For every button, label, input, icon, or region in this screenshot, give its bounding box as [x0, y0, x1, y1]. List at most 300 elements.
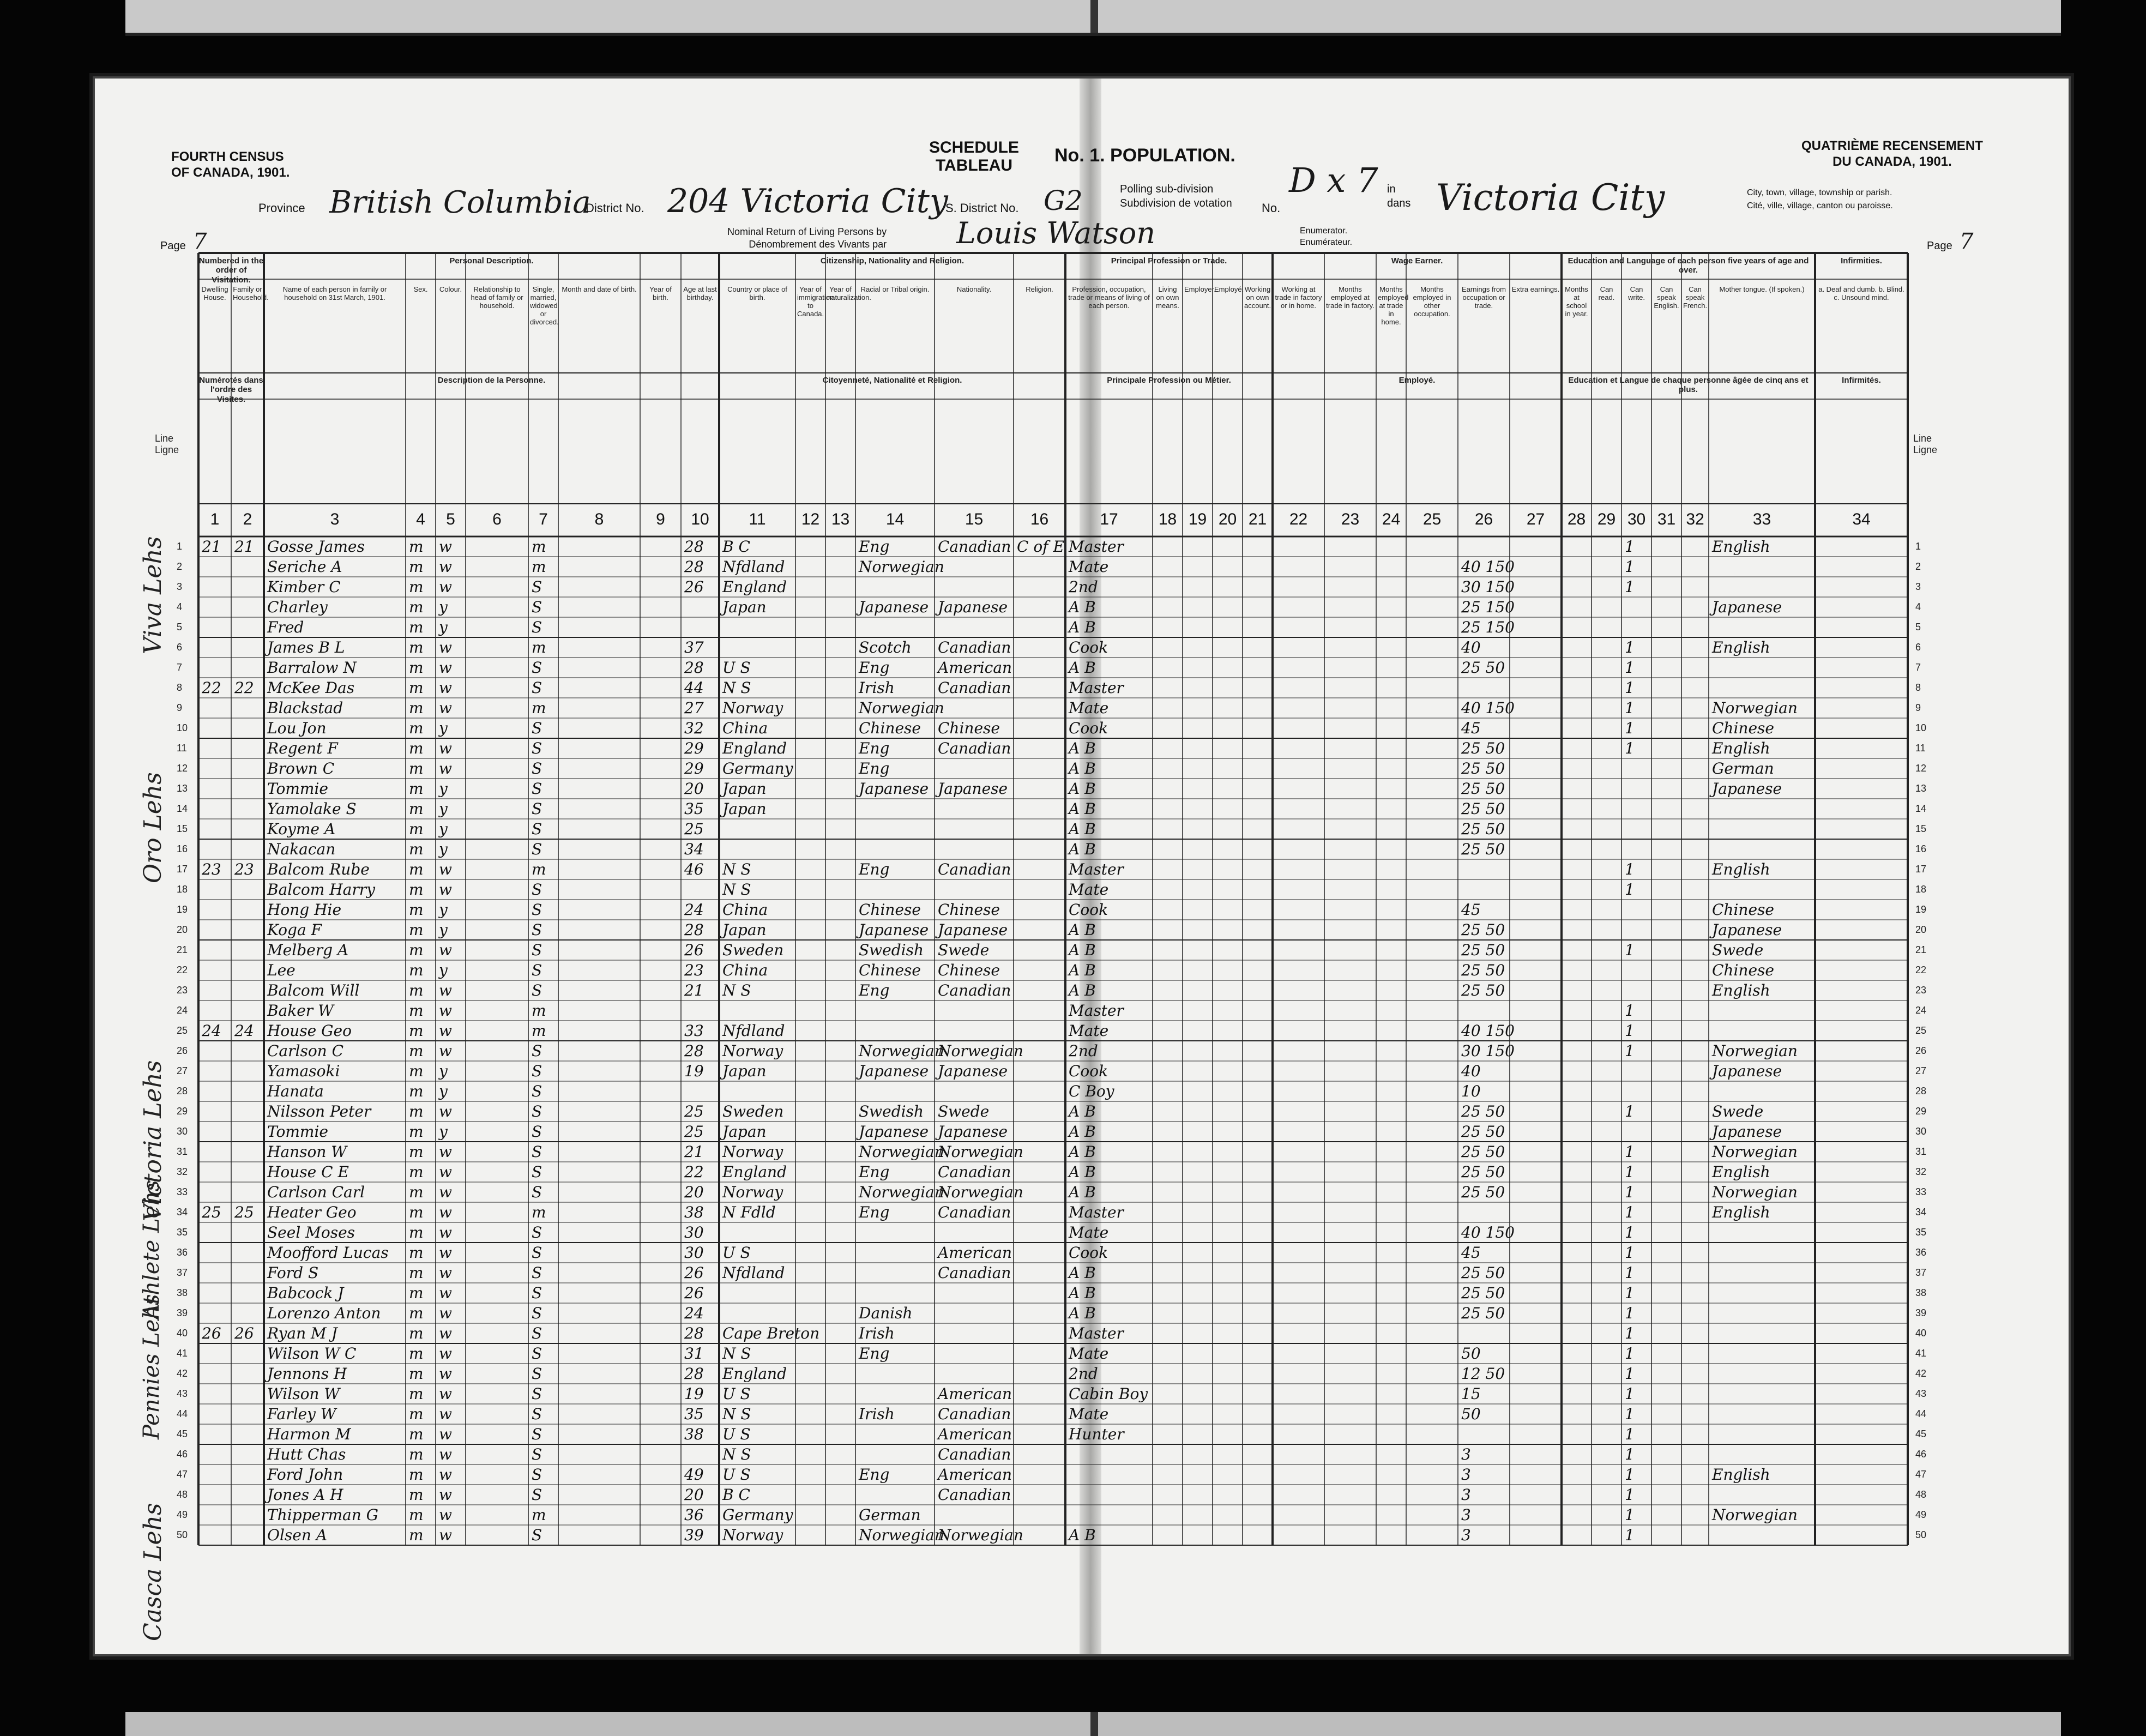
polling-no-label: No.	[1262, 201, 1281, 215]
cell-sex: m	[409, 1022, 424, 1040]
cell-col: w	[439, 578, 452, 596]
cell-age: 20	[684, 780, 704, 798]
cell-rel	[469, 577, 527, 597]
table-row	[198, 1404, 1908, 1424]
line-number-right: 15	[1915, 823, 1927, 834]
side-note-3: Victoria Lehs	[139, 1060, 167, 1221]
cell-sp: 1	[1625, 1002, 1635, 1020]
column-label: Year of naturalization.	[827, 285, 871, 302]
line-number-right: 22	[1915, 965, 1927, 975]
cell-age: 19	[684, 1062, 704, 1080]
cell-birth: Japan	[722, 921, 767, 939]
cell-sex: m	[409, 618, 424, 636]
cell-cond: S	[532, 578, 542, 596]
cell-birth: Sweden	[722, 941, 784, 959]
cell-earn	[1461, 1323, 1509, 1343]
cell-sex: m	[409, 1284, 424, 1302]
cell-occ: A B	[1069, 598, 1096, 616]
cell-age: 24	[684, 901, 704, 919]
line-number-left: 17	[177, 864, 188, 875]
cell-occ: Cook	[1069, 638, 1108, 656]
column-label: a. Deaf and dumb. b. Blind. c. Unsound mind.	[1818, 285, 1904, 302]
line-number-right: 50	[1915, 1529, 1927, 1540]
cell-relg	[1017, 1485, 1064, 1505]
cell-sp: 1	[1625, 1486, 1635, 1504]
cell-relg	[1017, 637, 1064, 658]
cell-nat	[938, 758, 1012, 779]
cell-sp: 1	[1625, 1365, 1635, 1383]
district-label: District No.	[586, 201, 644, 215]
cell-birth: Japan	[722, 780, 767, 798]
column-label: Employer.	[1184, 285, 1216, 293]
table-row	[198, 577, 1908, 597]
cell-occ	[1069, 1464, 1152, 1485]
cell-age	[684, 1081, 718, 1101]
cell-nat	[938, 1081, 1012, 1101]
table-row	[198, 1202, 1908, 1222]
cell-col: w	[439, 1425, 452, 1443]
cell-cond: S	[532, 719, 542, 737]
cell-birth	[722, 1222, 794, 1243]
cell-cond: S	[532, 1223, 542, 1241]
line-number-right: 16	[1915, 843, 1927, 854]
cell-birth	[722, 617, 794, 637]
cell-relg	[1017, 799, 1064, 819]
column-number: 27	[1526, 510, 1545, 528]
cell-relg	[1017, 718, 1064, 738]
cell-nat: American	[938, 1466, 1012, 1484]
cell-dw	[202, 839, 230, 859]
cell-col: y	[439, 1123, 448, 1141]
cell-rel	[469, 718, 527, 738]
cell-occ: A B	[1069, 760, 1096, 777]
cell-fam	[234, 900, 263, 920]
cell-nat	[938, 557, 1012, 577]
cell-dw	[202, 1343, 230, 1364]
cell-name: Harmon M	[267, 1425, 351, 1443]
cell-rel	[469, 758, 527, 779]
table-row	[198, 1323, 1908, 1343]
cell-occ: Master	[1069, 1203, 1124, 1221]
table-row	[198, 1061, 1908, 1081]
cell-sex: m	[409, 1123, 424, 1141]
page-left-value: 7	[193, 229, 207, 254]
section-header: Principal Profession or Trade.	[1111, 256, 1227, 266]
cell-birth: Cape Breton	[722, 1324, 820, 1342]
cell-occ: Hunter	[1069, 1425, 1124, 1443]
cell-col: w	[439, 941, 452, 959]
cell-nat	[938, 819, 1012, 839]
cell-birth: U S	[722, 1466, 751, 1484]
column-label: Months at school in year.	[1565, 285, 1588, 318]
cell-earn: 50	[1461, 1345, 1481, 1363]
cell-nat	[938, 879, 1012, 900]
cell-sp	[1625, 960, 1650, 980]
cell-sp: 1	[1625, 1425, 1635, 1443]
cell-fam	[234, 1283, 263, 1303]
cell-age: 20	[684, 1486, 704, 1504]
cell-birth: Japan	[722, 1123, 767, 1141]
cell-orig: Swedish	[859, 941, 924, 959]
cell-age	[684, 597, 718, 617]
cell-relg	[1017, 1081, 1064, 1101]
cell-occ: 2nd	[1069, 1365, 1098, 1383]
cell-relg	[1017, 1283, 1064, 1303]
section-header: Numbered in the order of Visitation.	[198, 256, 264, 285]
line-number-left: 48	[177, 1489, 188, 1500]
cell-name: Hanata	[267, 1082, 324, 1100]
cell-occ: Master	[1069, 1324, 1124, 1342]
cell-relg	[1017, 819, 1064, 839]
line-number-right: 3	[1915, 581, 1921, 592]
cell-relg	[1017, 1142, 1064, 1162]
cell-col: w	[439, 558, 452, 576]
cell-sex: m	[409, 1324, 424, 1342]
cell-rel	[469, 738, 527, 758]
cell-relg	[1017, 900, 1064, 920]
cell-rel	[469, 1222, 527, 1243]
cell-fam	[234, 1142, 263, 1162]
cell-name: Wilson W C	[267, 1345, 357, 1363]
cell-nat: Norwegian	[938, 1143, 1023, 1161]
cell-age	[684, 617, 718, 637]
cell-fam	[234, 1243, 263, 1263]
cell-cond: S	[532, 1264, 542, 1282]
table-row	[198, 597, 1908, 617]
cell-birth: Japan	[722, 800, 767, 818]
cell-name: Lorenzo Anton	[267, 1304, 381, 1322]
cell-sp: 1	[1625, 1466, 1635, 1484]
table-row	[198, 738, 1908, 758]
cell-rel	[469, 779, 527, 799]
cell-nat: Canadian	[938, 638, 1011, 656]
line-number-right: 46	[1915, 1449, 1927, 1460]
sub-district-label: S. District No.	[945, 201, 1019, 215]
cell-name: Blackstad	[267, 699, 343, 717]
cell-name: Farley W	[267, 1405, 336, 1423]
cell-age: 33	[684, 1022, 704, 1040]
cell-name: Ford S	[267, 1264, 319, 1282]
cell-col: y	[439, 901, 448, 919]
cell-nat: Chinese	[938, 961, 1000, 979]
cell-name: Koga F	[267, 921, 322, 939]
line-number-right: 9	[1915, 702, 1921, 713]
cell-sex: m	[409, 1385, 424, 1403]
cell-name: Gosse James	[267, 538, 365, 556]
cell-birth	[722, 1303, 794, 1323]
table-row	[198, 1263, 1908, 1283]
line-number-right: 5	[1915, 622, 1921, 632]
cell-earn: 25 150	[1461, 618, 1515, 636]
cell-col: w	[439, 1506, 452, 1524]
cell-sp: 1	[1625, 1445, 1635, 1463]
cell-nat: Japanese	[938, 1123, 1008, 1141]
cell-cond: m	[532, 558, 546, 576]
cell-earn: 3	[1461, 1486, 1471, 1504]
table-row	[198, 779, 1908, 799]
cell-orig	[859, 1081, 933, 1101]
cell-col: w	[439, 1345, 452, 1363]
cell-mt: Chinese	[1712, 901, 1774, 919]
cell-sex: m	[409, 638, 424, 656]
cell-orig: Eng	[859, 538, 890, 556]
table-row	[198, 1283, 1908, 1303]
cell-birth	[722, 1081, 794, 1101]
cell-occ: A B	[1069, 941, 1096, 959]
cell-fam	[234, 799, 263, 819]
cell-relg	[1017, 779, 1064, 799]
line-number-left: 46	[177, 1449, 188, 1460]
cell-rel	[469, 1303, 527, 1323]
cell-fam	[234, 1343, 263, 1364]
cell-col: y	[439, 1082, 448, 1100]
cell-occ: A B	[1069, 659, 1096, 677]
cell-earn: 25 50	[1461, 961, 1505, 979]
cell-cond: S	[532, 1244, 542, 1262]
cell-orig: Norwegian	[859, 1042, 944, 1060]
cell-dw: 22	[202, 679, 221, 697]
cell-rel	[469, 859, 527, 879]
cell-col: w	[439, 679, 452, 697]
column-label: Colour.	[439, 285, 462, 293]
cell-fam	[234, 1525, 263, 1545]
cell-sp	[1625, 1122, 1650, 1142]
cell-col: w	[439, 739, 452, 757]
cell-nat	[938, 839, 1012, 859]
table-row	[198, 980, 1908, 1000]
column-number: 29	[1597, 510, 1616, 528]
cell-name: Ryan M J	[267, 1324, 337, 1342]
sub-district-value: G2	[1044, 185, 1083, 216]
cell-earn: 25 50	[1461, 659, 1505, 677]
cell-birth: Norway	[722, 1183, 783, 1201]
cell-age: 28	[684, 1324, 704, 1342]
cell-fam: 26	[234, 1324, 254, 1342]
cell-col: w	[439, 1526, 452, 1544]
cell-relg	[1017, 1122, 1064, 1142]
line-number-left: 20	[177, 924, 188, 935]
cell-age	[684, 1444, 718, 1464]
cell-age: 37	[684, 638, 704, 656]
cell-fam	[234, 1384, 263, 1404]
cell-earn: 25 50	[1461, 1284, 1505, 1302]
page-right-value: 7	[1960, 229, 1974, 254]
line-number-left: 25	[177, 1025, 188, 1036]
column-number: 4	[416, 510, 425, 528]
cell-occ: A B	[1069, 780, 1096, 798]
cell-earn: 30 150	[1461, 578, 1515, 596]
column-label: Sex.	[413, 285, 428, 293]
census-title-left: FOURTH CENSUS OF CANADA, 1901.	[171, 149, 290, 180]
column-number: 20	[1218, 510, 1237, 528]
cell-rel	[469, 1464, 527, 1485]
cell-cond: S	[532, 840, 542, 858]
column-number: 34	[1852, 510, 1871, 528]
cell-sex: m	[409, 1486, 424, 1504]
side-note-1: Oro Lehs	[139, 772, 167, 883]
cell-dw	[202, 879, 230, 900]
cell-occ: Cook	[1069, 901, 1108, 919]
cell-earn: 25 50	[1461, 800, 1505, 818]
cell-age: 46	[684, 860, 704, 878]
cell-rel	[469, 597, 527, 617]
cell-sex: m	[409, 1082, 424, 1100]
cell-earn: 25 50	[1461, 921, 1505, 939]
cell-orig	[859, 1444, 933, 1464]
cell-rel	[469, 1122, 527, 1142]
cell-earn: 25 50	[1461, 1102, 1505, 1120]
cell-earn: 25 50	[1461, 1163, 1505, 1181]
cell-rel	[469, 879, 527, 900]
cell-sex: m	[409, 820, 424, 838]
place-label: City, town, village, township or parish. Cité, ville, village, canton ou paroisse.	[1747, 188, 1893, 210]
cell-fam	[234, 779, 263, 799]
cell-orig: Norwegian	[859, 1143, 944, 1161]
table-row	[198, 1525, 1908, 1545]
cell-relg	[1017, 1444, 1064, 1464]
cell-age: 28	[684, 659, 704, 677]
table-row	[198, 1303, 1908, 1323]
line-number-left: 23	[177, 985, 188, 996]
cell-orig: Norwegian	[859, 699, 944, 717]
line-number-right: 33	[1915, 1186, 1927, 1197]
cell-sex: m	[409, 1223, 424, 1241]
line-number-left: 4	[177, 601, 183, 612]
table-row	[198, 1424, 1908, 1444]
cell-age: 36	[684, 1506, 704, 1524]
cell-name: Baker W	[267, 1002, 334, 1020]
line-number-left: 34	[177, 1207, 188, 1217]
cell-age	[684, 1000, 718, 1021]
cell-cond: S	[532, 618, 542, 636]
cell-occ: A B	[1069, 1264, 1096, 1282]
cell-fam	[234, 1162, 263, 1182]
column-number: 19	[1188, 510, 1207, 528]
line-number-left: 29	[177, 1106, 188, 1117]
table-row	[198, 879, 1908, 900]
cell-fam	[234, 980, 263, 1000]
cell-rel	[469, 900, 527, 920]
line-number-right: 2	[1915, 561, 1921, 572]
cell-cond: S	[532, 820, 542, 838]
cell-sex: m	[409, 578, 424, 596]
cell-nat	[938, 799, 1012, 819]
cell-dw: 23	[202, 860, 221, 878]
cell-earn: 25 50	[1461, 1143, 1505, 1161]
line-number-right: 1	[1915, 541, 1921, 552]
cell-occ: 2nd	[1069, 1042, 1098, 1060]
cell-mt: English	[1712, 981, 1770, 999]
column-label: Mother tongue. (If spoken.)	[1719, 285, 1805, 293]
cell-rel	[469, 1142, 527, 1162]
cell-orig	[859, 1263, 933, 1283]
cell-orig	[859, 839, 933, 859]
cell-earn: 25 50	[1461, 1183, 1505, 1201]
line-number-right: 17	[1915, 864, 1927, 875]
cell-age: 26	[684, 1264, 704, 1282]
cell-name: Regent F	[267, 739, 338, 757]
cell-nat: Canadian	[938, 981, 1011, 999]
cell-mt	[1712, 577, 1814, 597]
cell-fam	[234, 637, 263, 658]
cell-name: Charley	[267, 598, 328, 616]
cell-orig	[859, 1283, 933, 1303]
line-number-right: 42	[1915, 1368, 1927, 1379]
line-number-left: 1	[177, 541, 183, 552]
cell-nat: Canadian	[938, 1405, 1011, 1423]
column-number: 1	[210, 510, 220, 528]
cell-sex: m	[409, 699, 424, 717]
cell-age: 26	[684, 578, 704, 596]
cell-sp: 1	[1625, 1143, 1635, 1161]
line-number-right: 45	[1915, 1428, 1927, 1439]
line-number-left: 15	[177, 823, 188, 834]
line-number-left: 27	[177, 1065, 188, 1076]
cell-birth: Nfdland	[722, 1264, 785, 1282]
column-label: Months employed at trade in factory.	[1326, 285, 1375, 310]
cell-cond: m	[532, 860, 546, 878]
cell-rel	[469, 1243, 527, 1263]
table-row	[198, 1505, 1908, 1525]
cell-earn: 45	[1461, 901, 1481, 919]
cell-nat: Swede	[938, 941, 990, 959]
cell-occ: A B	[1069, 739, 1096, 757]
cell-dw	[202, 1101, 230, 1122]
cell-relg	[1017, 1000, 1064, 1021]
cell-col: w	[439, 1002, 452, 1020]
table-row	[198, 758, 1908, 779]
line-number-right: 11	[1915, 743, 1926, 754]
cell-dw	[202, 1263, 230, 1283]
column-label: Year of immigration to Canada.	[797, 285, 834, 318]
table-row	[198, 1142, 1908, 1162]
cell-earn: 25 50	[1461, 1264, 1505, 1282]
cell-sex: m	[409, 1405, 424, 1423]
cell-col: w	[439, 1163, 452, 1181]
cell-nat	[938, 1000, 1012, 1021]
column-number: 16	[1030, 510, 1049, 528]
cell-relg	[1017, 557, 1064, 577]
cell-relg	[1017, 1464, 1064, 1485]
cell-fam	[234, 738, 263, 758]
cell-sp: 1	[1625, 699, 1635, 717]
table-row	[198, 637, 1908, 658]
nominal-return-label: Nominal Return of Living Persons by Dénombrement des Vivants par	[727, 226, 887, 250]
cell-dw	[202, 1424, 230, 1444]
cell-orig: Eng	[859, 860, 890, 878]
cell-rel	[469, 960, 527, 980]
cell-sex: m	[409, 1203, 424, 1221]
column-number: 25	[1422, 510, 1442, 528]
cell-age: 39	[684, 1526, 704, 1544]
cell-rel	[469, 1444, 527, 1464]
table-row	[198, 1041, 1908, 1061]
line-number-left: 49	[177, 1509, 188, 1520]
cell-occ: Master	[1069, 538, 1124, 556]
cell-name: Nilsson Peter	[267, 1102, 371, 1120]
section-header-fr: Employé.	[1398, 376, 1436, 385]
cell-mt	[1712, 1525, 1814, 1545]
cell-occ: A B	[1069, 1102, 1096, 1120]
column-number: 13	[831, 510, 850, 528]
cell-dw: 25	[202, 1203, 221, 1221]
cell-fam: 21	[234, 538, 254, 556]
column-label: Months employed in other occupation.	[1413, 285, 1451, 318]
cell-dw	[202, 597, 230, 617]
cell-relg	[1017, 1061, 1064, 1081]
cell-birth: China	[722, 961, 768, 979]
cell-birth: N Fdld	[722, 1203, 776, 1221]
